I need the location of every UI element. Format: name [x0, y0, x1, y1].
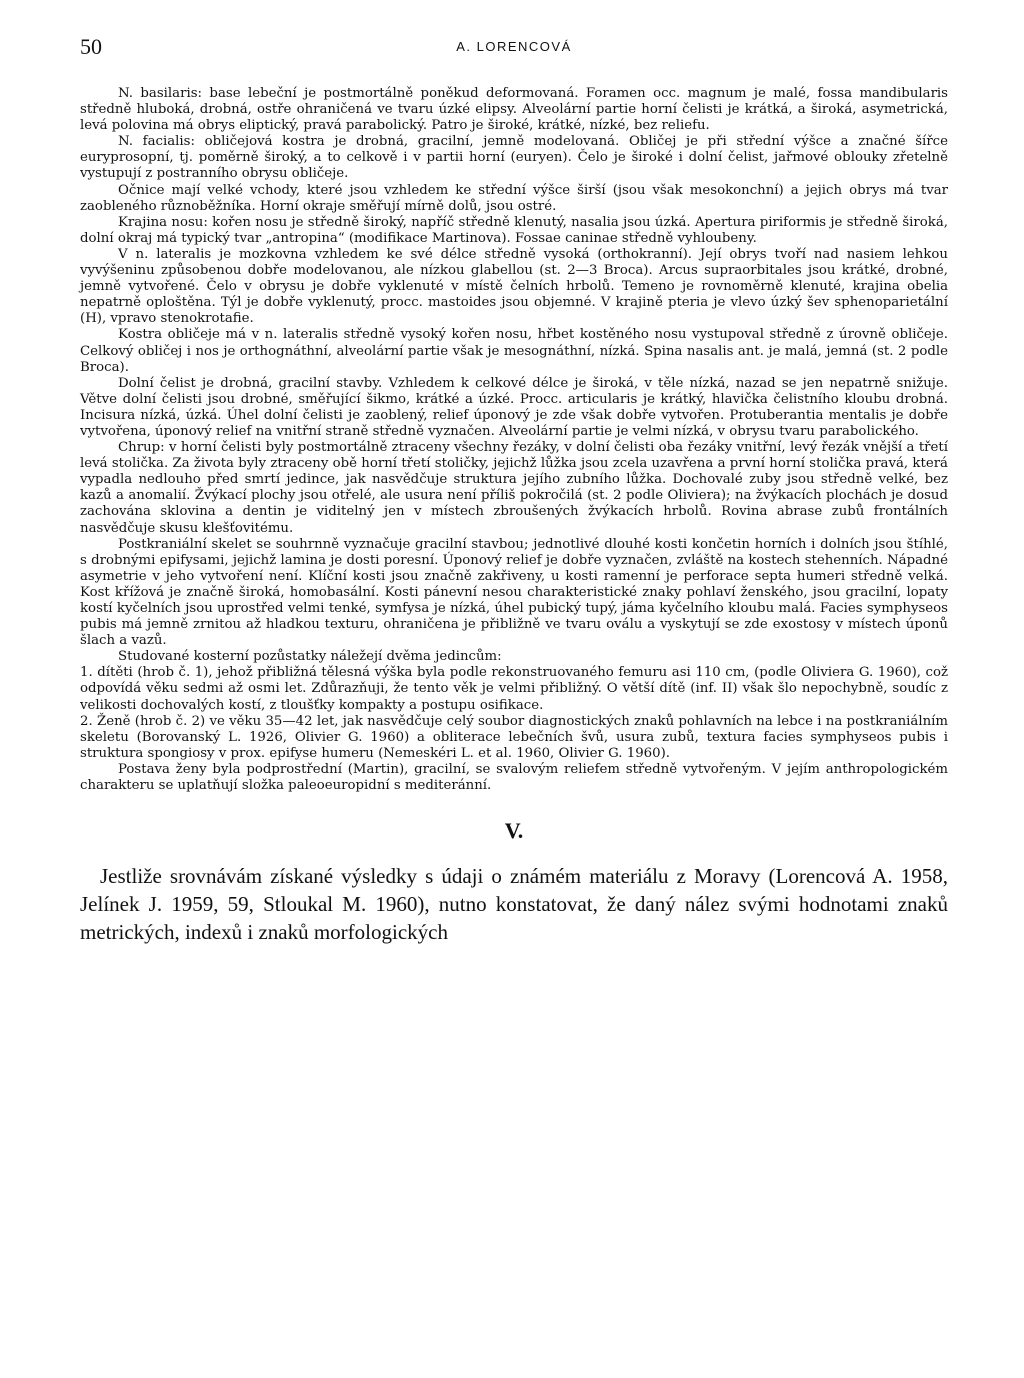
paragraph-chrup: Chrup: v horní čelisti byly postmortálně ztraceny všechny řezáky, v dolní čelisti oba řezáky vnitřní, levý řezák vnější a třetí levá stolička. Za života byly ztraceny obě horní třetí stoličky, jejichž lůžka jsou zcela uzavřena a první horní stolička pravá, která vypadla nedlouho před smrtí jedince, jak nasvědčuje struktura jejího zubního lůžka. Dochovalé zuby jsou středně velké, bez kazů a anomalií. Žvýkací plochy jsou otřelé, ale usura není příliš pokročilá (st. 2 podle Oliviera); na žvýkacích plochách je dosud zachována sklovina a dentin je viditelný jen v místech zbroušených žvýkacích hrbolů. Rovina abrase zubů frontálních nasvědčuje skusu klešťovitému. [80, 440, 948, 536]
paragraph-postkranialni-skelet: Postkraniální skelet se souhrnně vyznačuje gracilní stavbou; jednotlivé dlouhé kosti končetin horních i dolních jsou štíhlé, s drobnými epifysami, jejichž lamina je dosti poresní. Úponový relief je dobře vyznačen, zvláště na kostech stehenních. Nápadné asymetrie v jeho vytvoření není. Klíční kosti jsou značně zakřiveny, u kosti ramenní je perforace septa humeri středně velká. Kost křížová je značně široká, homobasální. Kosti pánevní nesou charakteristické znaky pohlaví ženského, jsou gracilní, lopaty kostí kyčelních jsou uprostřed velmi tenké, symfysa je nízká, úhel pubický tupý, jáma kyčelního kloubu malá. Facies symphyseos pubis má jemně zrnitou až hladkou texturu, ohraničena je přibližně ve tvaru oválu a vyskytují se zde exostosy v místech úponů šlach a vazů. [80, 536, 948, 649]
paragraph-dolni-celist: Dolní čelist je drobná, gracilní stavby. Vzhledem k celkové délce je široká, v těle nízká, nazad se jen nepatrně snižuje. Větve dolní čelisti jsou drobné, směřující šikmo, krátké a úzké. Procc. articularis je krátký, hlavička čelistního kloubu drobná. Incisura nízká, úzká. Úhel dolní čelisti je zaoblený, relief úponový je zde však dobře vytvořen. Protuberantia mentalis je dobře vytvořena, úponový relief na vnitřní straně středně vyznačen. Alveolární partie je velmi nízká, v obrysu tvaru parabolického. [80, 375, 948, 439]
section-paragraph: Jestliže srovnávám získané výsledky s údaji o známém materiálu z Moravy (Lorencová A. 1958, Jelínek J. 1959, 59, Stloukal M. 1960), nutno konstatovat, že daný nález svými hodnotami znaků metrických, indexů i znaků morfologických [80, 864, 948, 945]
paragraph-kostra-obliceje: Kostra obličeje má v n. lateralis středně vysoký kořen nosu, hřbet kostěného nosu vystupoval středně z úrovně obličeje. Celkový obličej i nos je orthognáthní, alveolární partie však je mesognáthní, nízká. Spina nasalis ant. je malá, jemná (st. 2 podle Broca). [80, 327, 948, 375]
paragraph-facialis: N. facialis: obličejová kostra je drobná, gracilní, jemně modelovaná. Obličej je při střední výšce a značné šířce euryprosopní, tj. poměrně široký, a to celkově i v partii horní (euryen). Čelo je široké i dolní čelist, jařmové oblouky zřetelně vystupují z postranního obrysu obličeje. [80, 134, 948, 182]
list-item-zene: 2. Ženě (hrob č. 2) ve věku 35—42 let, jak nasvědčuje celý soubor diagnostických znaků pohlavních na lebce i na postkraniálním skeletu (Borovanský L. 1926, Olivier G. 1960) a obliterace lebečních švů, usura zubů, textura facies symphyseos pubis i struktura spongiosy v prox. epifyse humeru (Nemeskéri L. et al. 1960, Olivier G. 1960). [80, 713, 948, 761]
page-header [80, 34, 948, 68]
running-head: A. LORENCOVÁ [456, 39, 572, 54]
body-text [80, 86, 948, 794]
paragraph-krajina-nosu: Krajina nosu: kořen nosu je středně široký, napříč středně klenutý, nasalia jsou úzká. Apertura piriformis je středně široká, dolní okraj má typický tvar „antropina“ (modifikace Martinova). Fossae caninae středně vyhloubeny. [80, 214, 948, 246]
page-number: 50 [80, 34, 102, 59]
section-heading: V. [504, 818, 524, 844]
paragraph-lateralis: V n. lateralis je mozkovna vzhledem ke své délce středně vysoká (orthokranní). Její obrys tvoří nad nasiem lehkou vyvýšeninu způsobenou dobře modelovanou, ale nízkou glabellou (st. 2—3 Broca). Arcus supraorbitales jsou krátké, drobné, jemně vytvořené. Čelo v obrysu je dobře vyklenuté v místě čelních hrbolů. Temeno je rovnoměrně klenuté, krajina obelia nepatrně oploštěna. Týl je dobře vyklenutý, procc. mastoides jsou objemné. V krajině pteria je vlevo úzký šev sphenoparietální (H), vpravo stenokrotafie. [80, 246, 948, 327]
document-page [80, 34, 948, 946]
paragraph-postava-zeny: Postava ženy byla podprostřední (Martin), gracilní, se svalovým reliefem středně vytvořeným. V jejím anthropologickém charakteru se uplatňují složka paleoeuropidní s mediteránní. [80, 761, 948, 794]
paragraph-studovane-pozustatky: Studované kosterní pozůstatky náležejí dvěma jedincům: [118, 649, 502, 665]
list-item-diteti: 1. dítěti (hrob č. 1), jehož přibližná tělesná výška byla podle rekonstruovaného femuru asi 110 cm, (podle Oliviera G. 1960), což odpovídá věku sedmi až osmi let. Zdůrazňuji, že tento věk je velmi přibližný. O větší dítě (inf. II) však šlo nepochybně, soudíc z velikosti dochovalých kostí, z tloušťky kompakty a postupu osifikace. [80, 665, 948, 713]
paragraph-basilaris: N. basilaris: base lebeční je postmortálně poněkud deformovaná. Foramen occ. magnum je malé, fossa mandibularis středně hluboká, drobná, ostře ohraničená ve tvaru úzké elipsy. Alveolární partie horní čelisti je krátká, a široká, asymetrická, levá polovina má obrys eliptický, pravá parabolický. Patro je široké, krátké, nízké, bez reliefu. [80, 86, 948, 134]
paragraph-ocnice: Očnice mají velké vchody, které jsou vzhledem ke střední výšce širší (jsou však mesokonchní) a jejich obrys má tvar zaobleného různoběžníka. Horní okraje směřují mírně dolů, jsou ostré. [80, 182, 948, 214]
